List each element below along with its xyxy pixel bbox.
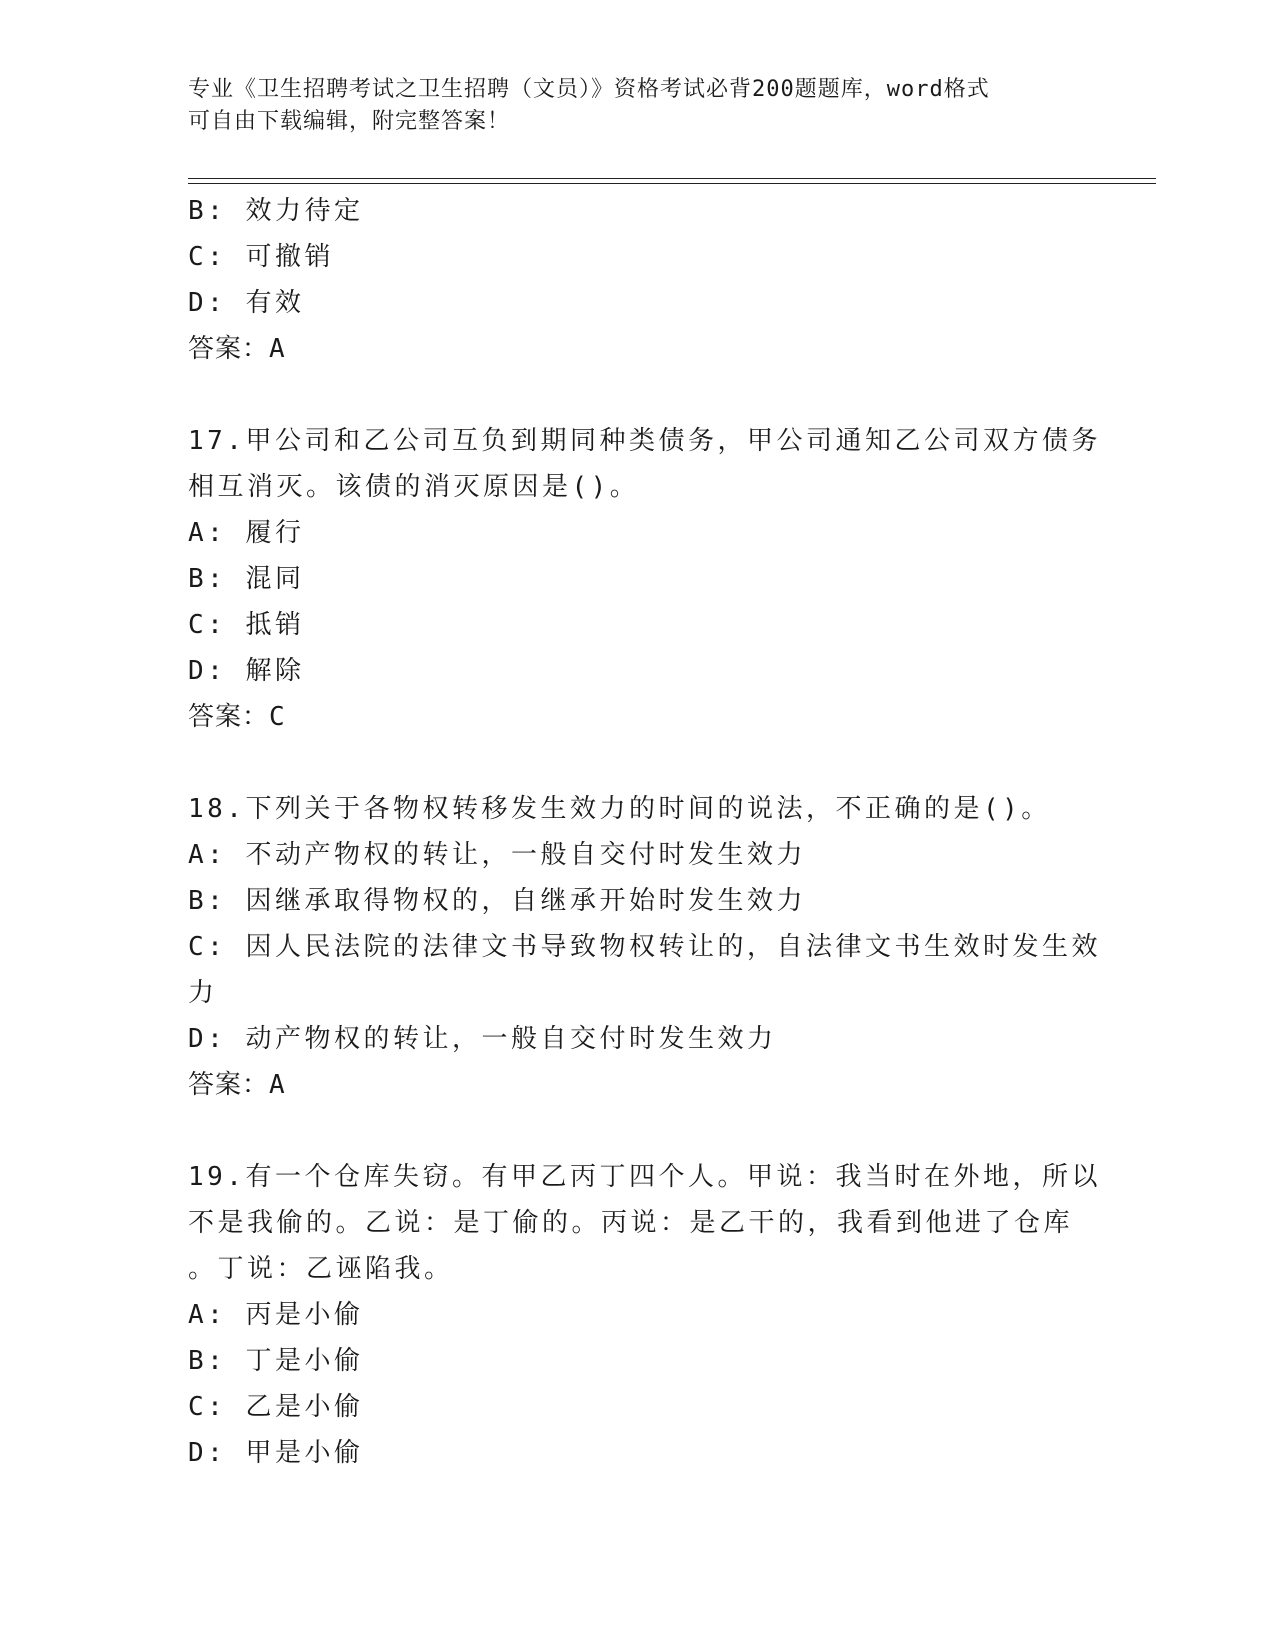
option-d: D: 甲是小偷: [188, 1438, 364, 1468]
question-stem: 不是我偷的。乙说：是丁偷的。丙说：是乙干的，我看到他进了仓库: [188, 1208, 1074, 1238]
option-a: A: 不动产物权的转让，一般自交付时发生效力: [188, 840, 806, 870]
option-b: B: 丁是小偷: [188, 1346, 364, 1376]
answer-line: 答案：A: [188, 1070, 286, 1100]
option-c: C: 可撤销: [188, 242, 334, 272]
question-19: [188, 1154, 1101, 1476]
option-d: D: 有效: [188, 288, 305, 318]
question-stem: 17.甲公司和乙公司互负到期同种类债务，甲公司通知乙公司双方债务: [188, 426, 1101, 456]
question-stem: 相互消灭。该债的消灭原因是()。: [188, 472, 640, 502]
option-b: B: 因继承取得物权的，自继承开始时发生效力: [188, 886, 806, 916]
answer-line: 答案：A: [188, 334, 286, 364]
option-b: B: 效力待定: [188, 196, 364, 226]
option-c: C: 乙是小偷: [188, 1392, 364, 1422]
question-17: [188, 418, 1101, 740]
option-a: A: 履行: [188, 518, 305, 548]
header-line-1: 专业《卫生招聘考试之卫生招聘（文员）》资格考试必背200题题库，word格式: [188, 77, 990, 102]
prev-question-block: [188, 188, 1088, 372]
option-c: C: 因人民法院的法律文书导致物权转让的，自法律文书生效时发生效: [188, 932, 1101, 962]
option-d: D: 动产物权的转让，一般自交付时发生效力: [188, 1024, 777, 1054]
spacer: [188, 1108, 1088, 1154]
answer-line: 答案：C: [188, 702, 286, 732]
option-c-continued: 力: [188, 978, 218, 1008]
spacer: [188, 372, 1088, 418]
question-stem: 18.下列关于各物权转移发生效力的时间的说法，不正确的是()。: [188, 794, 1051, 824]
option-a: A: 丙是小偷: [188, 1300, 364, 1330]
header-line-2: 可自由下载编辑，附完整答案！: [188, 109, 511, 134]
question-list: [188, 188, 1101, 1476]
option-c: C: 抵销: [188, 610, 305, 640]
question-stem: 。丁说：乙诬陷我。: [188, 1254, 454, 1284]
header-divider-second: [188, 183, 1156, 184]
question-stem: 19.有一个仓库失窃。有甲乙丙丁四个人。甲说：我当时在外地，所以: [188, 1162, 1101, 1192]
question-18: [188, 786, 1101, 1108]
header-divider: [188, 178, 1156, 179]
option-b: B: 混同: [188, 564, 305, 594]
spacer: [188, 740, 1088, 786]
option-d: D: 解除: [188, 656, 305, 686]
document-header: [188, 74, 1068, 138]
